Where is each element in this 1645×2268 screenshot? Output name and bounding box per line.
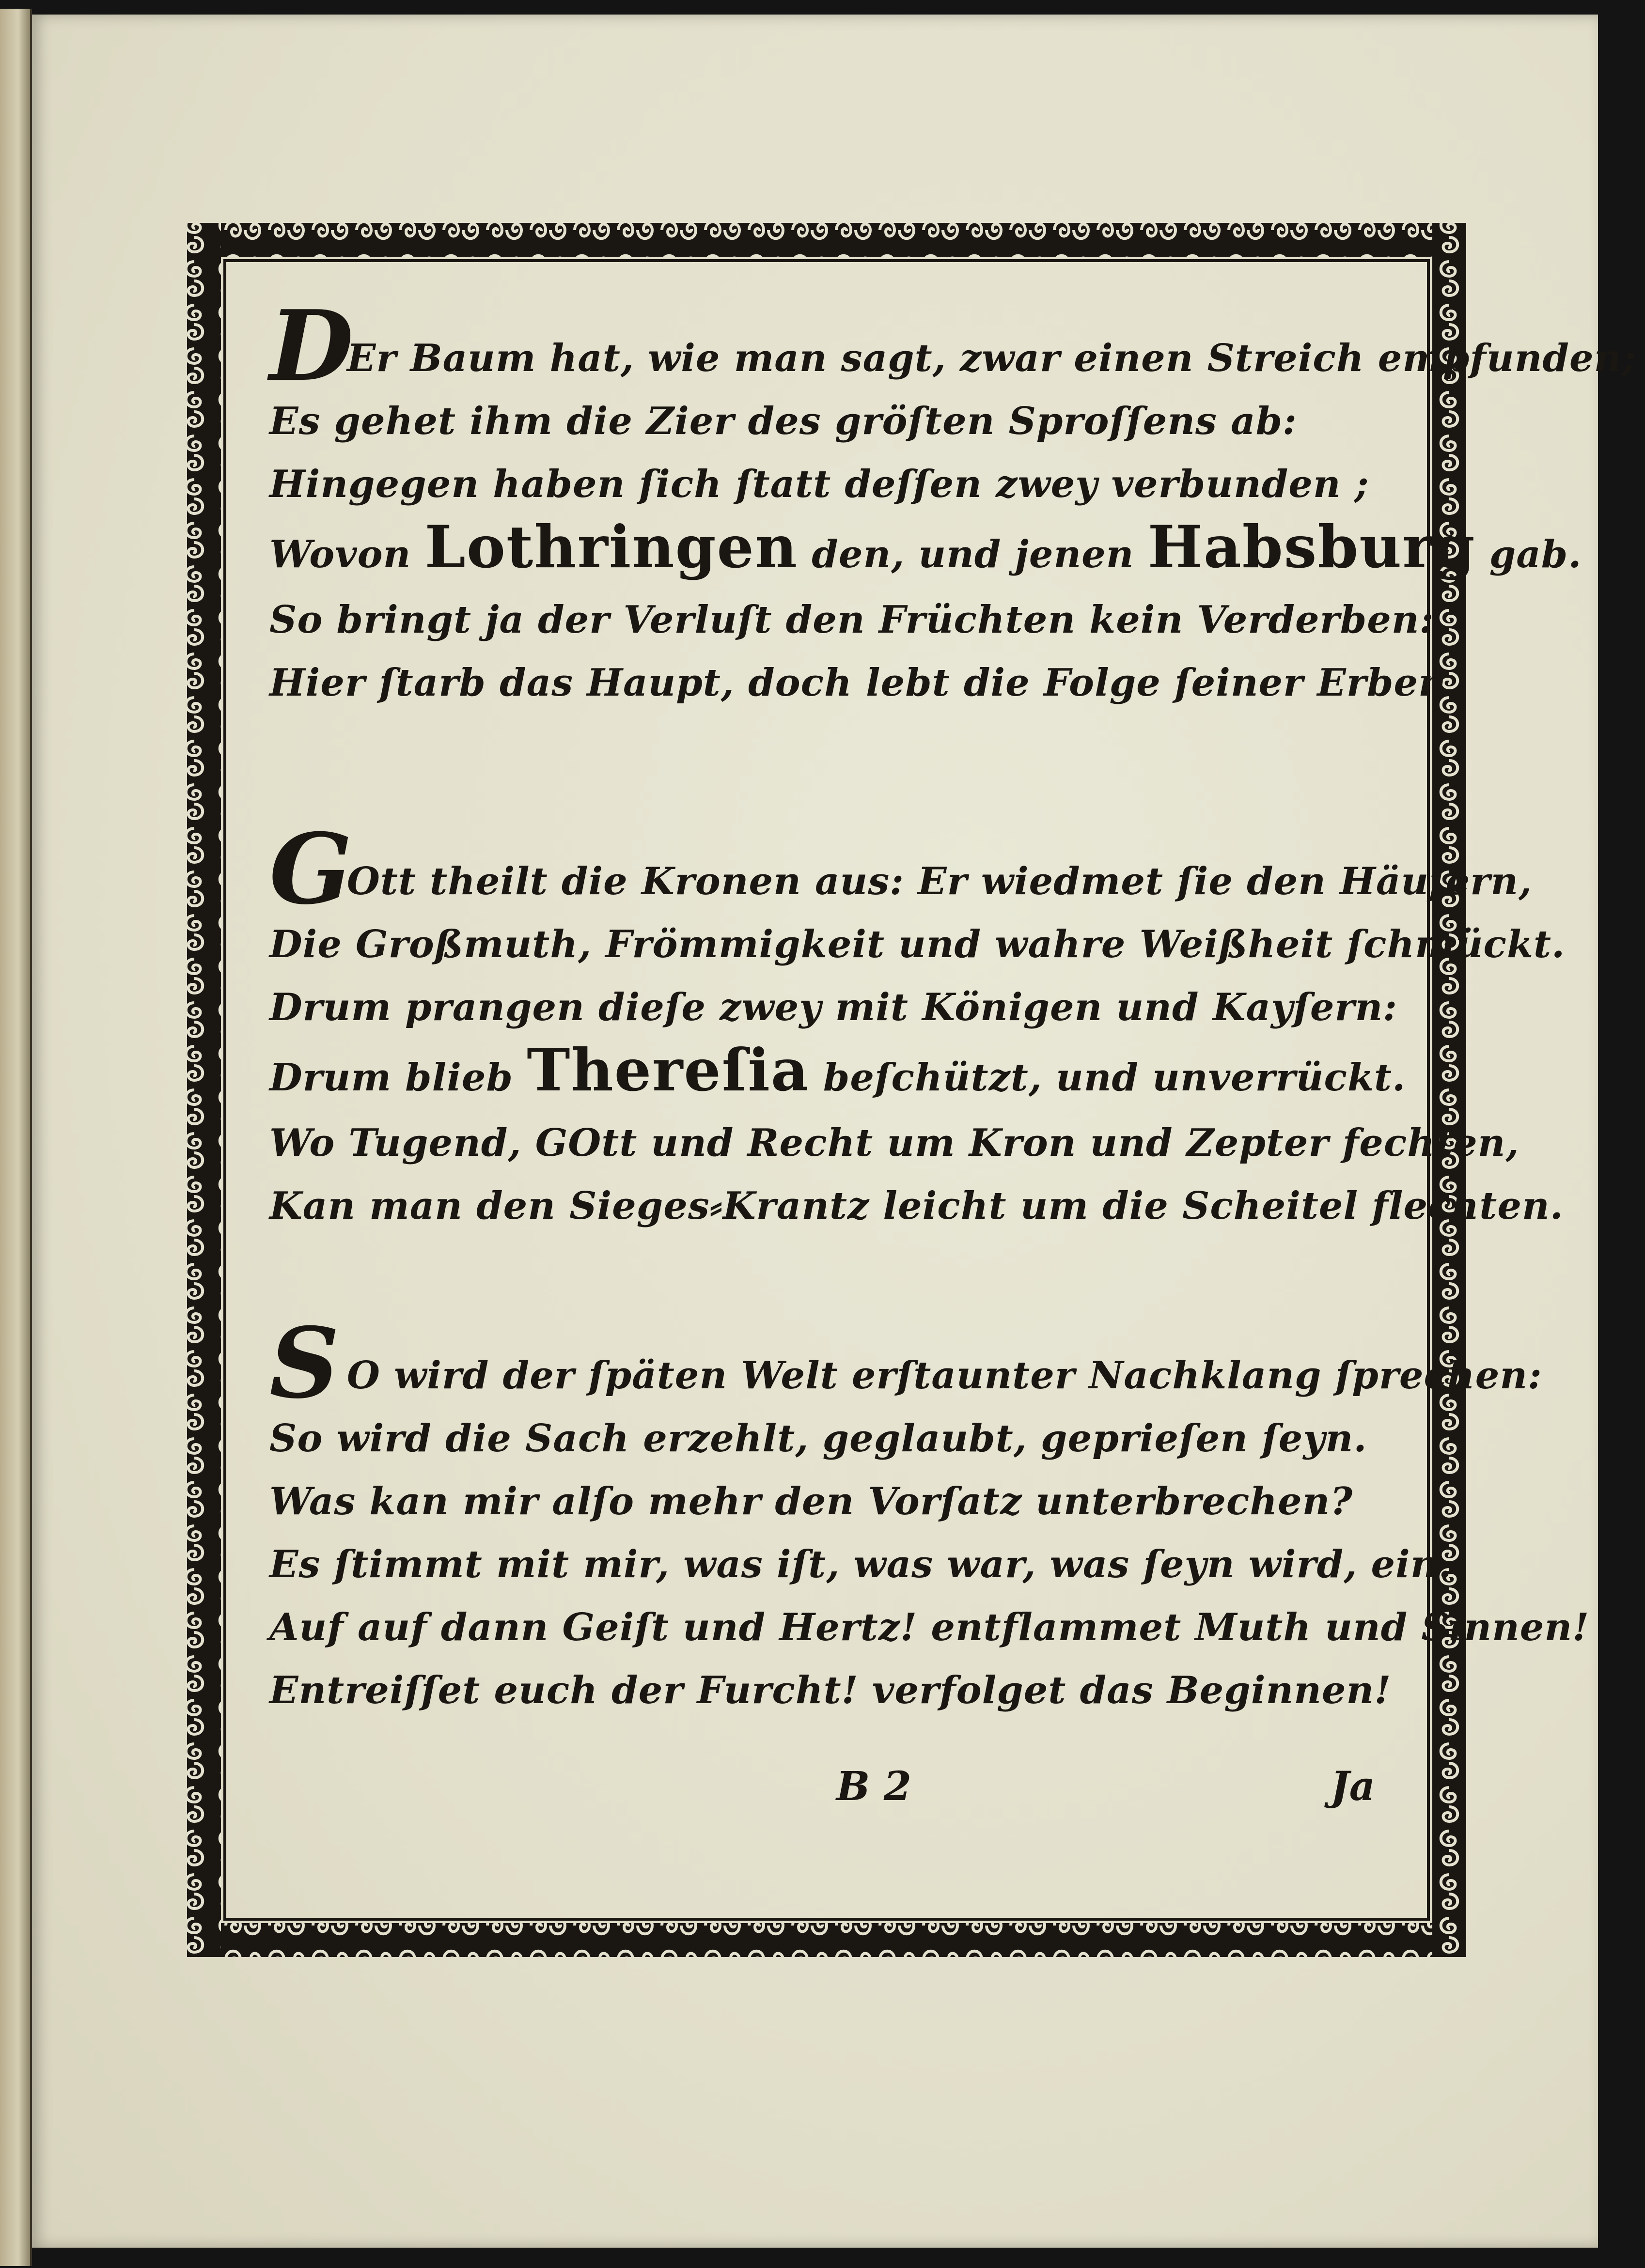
verse-line: Auf auf dann Geiſt und Hertz! entflammet Muth und Sinnen!: [269, 1605, 1590, 1649]
previous-page-edge: [0, 9, 32, 2266]
verse-line: So wird die Sach erzehlt, geglaubt, geprieſen ſeyn.: [269, 1416, 1367, 1460]
verse-line: Es gehet ihm die Zier des gröſten Sproſſens ab:: [269, 399, 1297, 443]
emphasized-name: Thereſia: [527, 1036, 810, 1104]
drop-initial: G: [269, 812, 352, 926]
verse-line: So bringt ja der Verluſt den Früchten kein Verderben:: [269, 598, 1434, 642]
catchword: Ja: [1331, 1763, 1375, 1810]
verse-line: Entreiſſet euch der Furcht! verfolget das Beginnen!: [269, 1668, 1392, 1712]
verse-segment: den, und jenen: [798, 532, 1148, 576]
verse-line: Ott theilt die Kronen aus: Er wiedmet ſie den Häuſern,: [347, 859, 1533, 903]
verse-line: Hingegen haben ſich ſtatt deſſen zwey verbunden ;: [269, 462, 1369, 506]
signature-mark: B 2: [836, 1763, 911, 1810]
border-left: [187, 223, 221, 1957]
emphasized-name: Habsburg: [1147, 513, 1476, 581]
verse-segment: gab.: [1475, 532, 1582, 576]
verse-line: Wo Tugend, GOtt und Recht um Kron und Zepter fechten,: [269, 1121, 1520, 1165]
verse-line: [269, 1036, 1406, 1104]
verse-line: Drum prangen dieſe zwey mit Königen und Kayſern:: [269, 985, 1398, 1029]
verse-line: Die Großmuth, Frömmigkeit und wahre Weißheit ſchmückt.: [269, 922, 1566, 966]
verse-segment: Drum blieb: [269, 1056, 527, 1100]
border-top: [187, 223, 1466, 257]
border-right: [1432, 223, 1466, 1957]
emphasized-name: Lothringen: [424, 513, 799, 581]
drop-initial: S: [269, 1306, 340, 1420]
verse-line: Er Baum hat, wie man sagt, zwar einen Streich empfunden;: [347, 336, 1637, 380]
verse-line: O wird der ſpäten Welt erſtaunter Nachklang ſprechen:: [347, 1353, 1542, 1398]
verse-line: Hier ſtarb das Haupt, doch lebt die Folge ſeiner Erben.: [269, 661, 1460, 705]
verse-segment: beſchützt, und unverrückt.: [809, 1056, 1406, 1100]
verse-line: [269, 513, 1582, 581]
verse-line: Kan man den Sieges⸗Krantz leicht um die Scheitel flechten.: [269, 1184, 1564, 1228]
verse-line: Was kan mir alſo mehr den Vorſatz unterbrechen?: [269, 1479, 1353, 1523]
book-page: [32, 15, 1637, 2248]
verse-line: Es ſtimmt mit mir, was iſt, was war, was ſeyn wird, ein.: [269, 1542, 1452, 1586]
drop-initial: D: [269, 289, 354, 403]
verse-segment: Wovon: [269, 532, 425, 576]
border-bottom: [187, 1923, 1466, 1957]
